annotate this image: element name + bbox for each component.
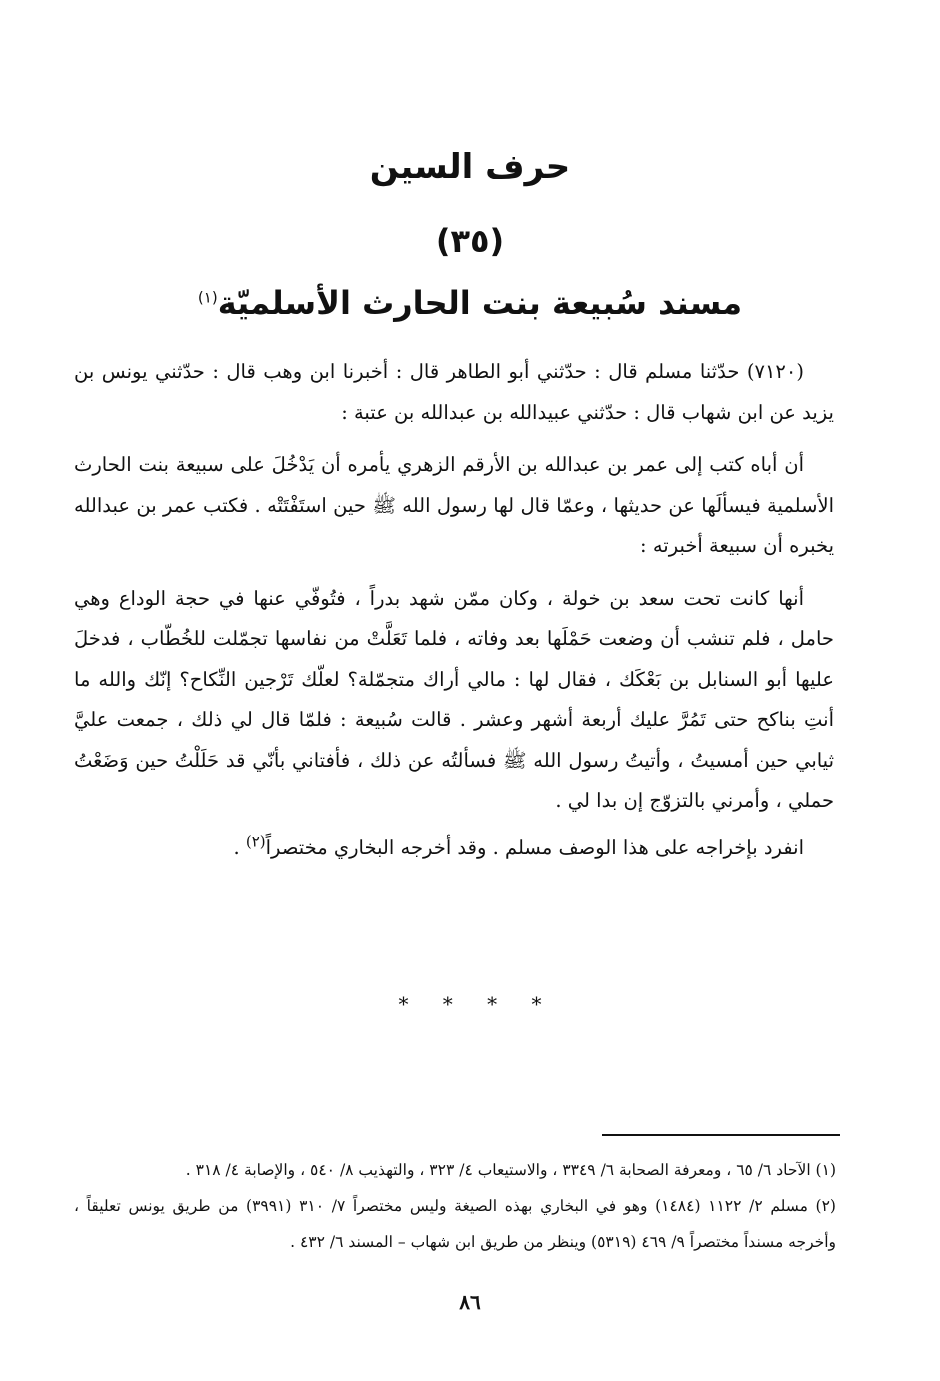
- musnad-title-text: مسند سُبيعة بنت الحارث الأسلميّة: [217, 284, 743, 322]
- footnote-1: (١) الآحاد ٦/ ٦٥ ، ومعرفة الصحابة ٦/ ٣٣٤٩ ، والاستيعاب ٤/ ٣٢٣ ، والتهذيب ٨/ ٥٤٠ ، والإصابة ٤/ ٣١٨ .: [185, 1161, 836, 1179]
- paragraph-letter: أن أباه كتب إلى عمر بن عبدالله بن الأرقم الزهري يأمره أن يَدْخُلَ على سبيعة بنت الحارث الأسلمية فيسألَها عن حديثها ، وعمّا قال لها رسول الله ﷺ حين استَفْتَتْه . فكتب عمر بن عبدالله يخبره أن سبيعة أخبرته :: [74, 453, 834, 557]
- paragraph-story: أنها كانت تحت سعد بن خولة ، وكان ممّن شهد بدراً ، فتُوفّي عنها في حجة الوداع وهي حامل ، فلم تنشب أن وضعت حَمْلَها بعد وفاته ، فلما تَعَلَّتْ من نفاسها تجمّلت للخُطّاب ، فدخلَ عليها أبو السنابل بن بَعْكَك ، فقال لها : مالي أراك متجمّلة؟ لعلّك تَرْجين النِّكاح؟ إنّك والله ما أنتِ بناكح حتى تَمُرَّ عليك أربعة أشهر وعشر . قالت سُبيعة : فلمّا قال لي ذلك ، جمعت عليَّ ثيابي حين أمسيتُ ، وأتيتُ رسول الله ﷺ فسألتُه عن ذلك ، فأفتاني بأنّي قد حَلَلْتُ حين وَضَعْتُ حملي ، وأمرني بالتزوّج إن بدا لي .: [74, 586, 834, 812]
- musnad-footnote-ref: (١): [197, 288, 218, 307]
- takhrij-text: انفرد بإخراجه على هذا الوصف مسلم . وقد أخرجه البخاري مختصراً: [265, 835, 804, 859]
- paragraph-takhrij: [74, 828, 834, 869]
- takhrij-end: .: [233, 835, 246, 859]
- hadith-body: [74, 352, 834, 868]
- section-title: حرف السين: [369, 147, 571, 187]
- footnotes: [74, 1152, 836, 1260]
- section-separator: * * * *: [398, 992, 542, 1016]
- paragraph-isnad: (٧١٢٠) حدّثنا مسلم قال : حدّثني أبو الطاهر قال : أخبرنا ابن وهب قال : حدّثني يونس بن يزيد عن ابن شهاب قال : حدّثني عبيدالله بن عبدالله بن عتبة :: [74, 360, 834, 424]
- footnote-2: (٢) مسلم ٢/ ١١٢٢ (١٤٨٤) وهو في البخاري بهذه الصيغة وليس مختصراً ٧/ ٣١٠ (٣٩٩١) من طريق يونس تعليقاً ، وأخرجه مسنداً مختصراً ٩/ ٤٦٩ (٥٣١٩) وينظر من طريق ابن شهاب – المسند ٦/ ٤٣٢ .: [74, 1197, 836, 1251]
- footnote-rule: [602, 1134, 840, 1136]
- entry-number: (٣٥): [435, 222, 505, 260]
- takhrij-footnote-ref: (٢): [245, 832, 266, 850]
- page-number: ٨٦: [459, 1290, 481, 1314]
- musnad-title: [0, 278, 940, 328]
